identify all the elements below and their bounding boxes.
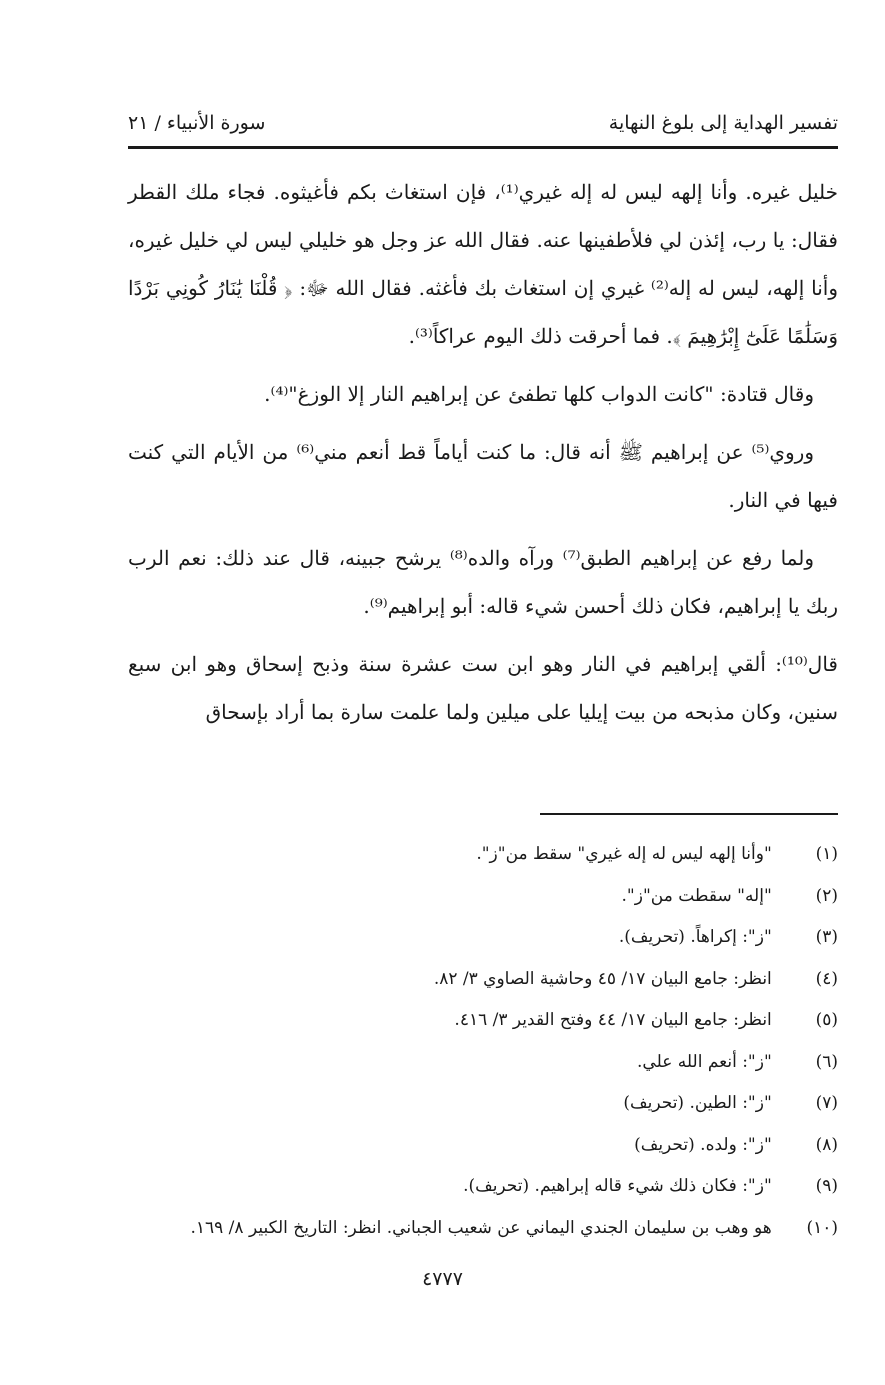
footnote-text: "ز": أنعم الله علي.: [637, 1051, 772, 1072]
footnote-number: (٤): [815, 968, 838, 989]
footnote-number: (٦): [815, 1051, 838, 1072]
footnote-number: (١٠): [806, 1217, 838, 1238]
footnote: [128, 1042, 838, 1084]
header-rule: [128, 146, 838, 149]
sura-label: سورة الأنبياء / ٢١: [128, 112, 266, 134]
footnote-text: "ز": الطين. (تحريف): [623, 1093, 772, 1113]
main-text: [128, 168, 838, 746]
footnote-number: (٢): [815, 885, 838, 906]
footnote-text: "إله" سقطت من"ز".: [621, 885, 772, 906]
footnote: [128, 876, 838, 918]
paragraph: ولما رفع عن إبراهيم الطبق⁽⁷⁾ ورآه والده⁽⁸⁾ يرشح جبينه، قال عند ذلك: نعم الرب ربك يا إبراهيم، فكان ذلك أحسن شيء قاله: أبو إبراهيم⁽⁹⁾.: [128, 546, 838, 618]
paragraph: وروي⁽⁵⁾ عن إبراهيم ﷺ أنه قال: ما كنت أياماً قط أنعم مني⁽⁶⁾ من الأيام التي كنت فيها في النار.: [128, 440, 838, 512]
footnote-number: (٩): [815, 1176, 838, 1196]
footnote-rule: [540, 813, 838, 815]
footnote: [128, 917, 838, 959]
footnote-number: (٥): [815, 1010, 838, 1030]
book-title: تفسير الهداية إلى بلوغ النهاية: [608, 112, 838, 134]
running-header: [128, 108, 838, 144]
footnote-text: انظر: جامع البيان ١٧/ ٤٤ وفتح القدير ٣/ ٤١٦.: [454, 1010, 772, 1030]
footnote: [128, 834, 838, 876]
footnote-text: "وأنا إلهه ليس له إله غيري" سقط من"ز".: [476, 844, 772, 864]
footnote-text: "ز": ولده. (تحريف): [634, 1134, 772, 1155]
footnote-number: (٨): [815, 1134, 838, 1155]
footnote-number: (١): [815, 844, 838, 864]
footnote-number: (٧): [815, 1093, 838, 1113]
footnote-text: "ز": إكراهاً. (تحريف).: [618, 927, 772, 947]
footnote: [128, 1083, 838, 1125]
footnote: [128, 959, 838, 1001]
footnote-number: (٣): [815, 927, 838, 947]
footnote: [128, 1208, 838, 1250]
footnote: [128, 1166, 838, 1208]
footnote-text: انظر: جامع البيان ١٧/ ٤٥ وحاشية الصاوي ٣/ ٨٢.: [433, 968, 772, 989]
footnote-text: هو وهب بن سليمان الجندي اليماني عن شعيب الجباني. انظر: التاريخ الكبير ٨/ ١٦٩.: [190, 1217, 772, 1238]
page-number: ٤٧٧٧: [422, 1268, 463, 1290]
footnotes: [128, 834, 838, 1249]
footnote-text: "ز": فكان ذلك شيء قاله إبراهيم. (تحريف).: [463, 1176, 772, 1196]
footnote: [128, 1125, 838, 1167]
footnote: [128, 1000, 838, 1042]
paragraph: وقال قتادة: "كانت الدواب كلها تطفئ عن إبراهيم النار إلا الوزغ"⁽⁴⁾.: [264, 382, 814, 406]
paragraph: خليل غيره. وأنا إلهه ليس له إله غيري⁽¹⁾، فإن استغاث بكم فأغيثوه. فجاء ملك القطر فقال: يا رب، إئذن لي فلأطفينها عنه. فقال الله عز وجل هو خليلي ليس لي خليل غيره، وأنا إلهه، ليس له إله⁽²⁾ غيري إن استغاث بك فأغثه. فقال الله ﷻ: ﴿ قُلْنَا يَٰنَارُ كُونِي بَرْدًا وَسَلَٰمًا عَلَىٰٓ إِبْرَٰهِيمَ ﴾. فما أحرقت ذلك اليوم عراكاً⁽³⁾.: [128, 180, 838, 348]
paragraph: قال⁽¹⁰⁾: ألقي إبراهيم في النار وهو ابن ست عشرة سنة وذبح إسحاق وهو ابن سبع سنين، وكان مذبحه من بيت إيليا على ميلين ولما علمت سارة بما أراد بإسحاق: [128, 652, 838, 724]
